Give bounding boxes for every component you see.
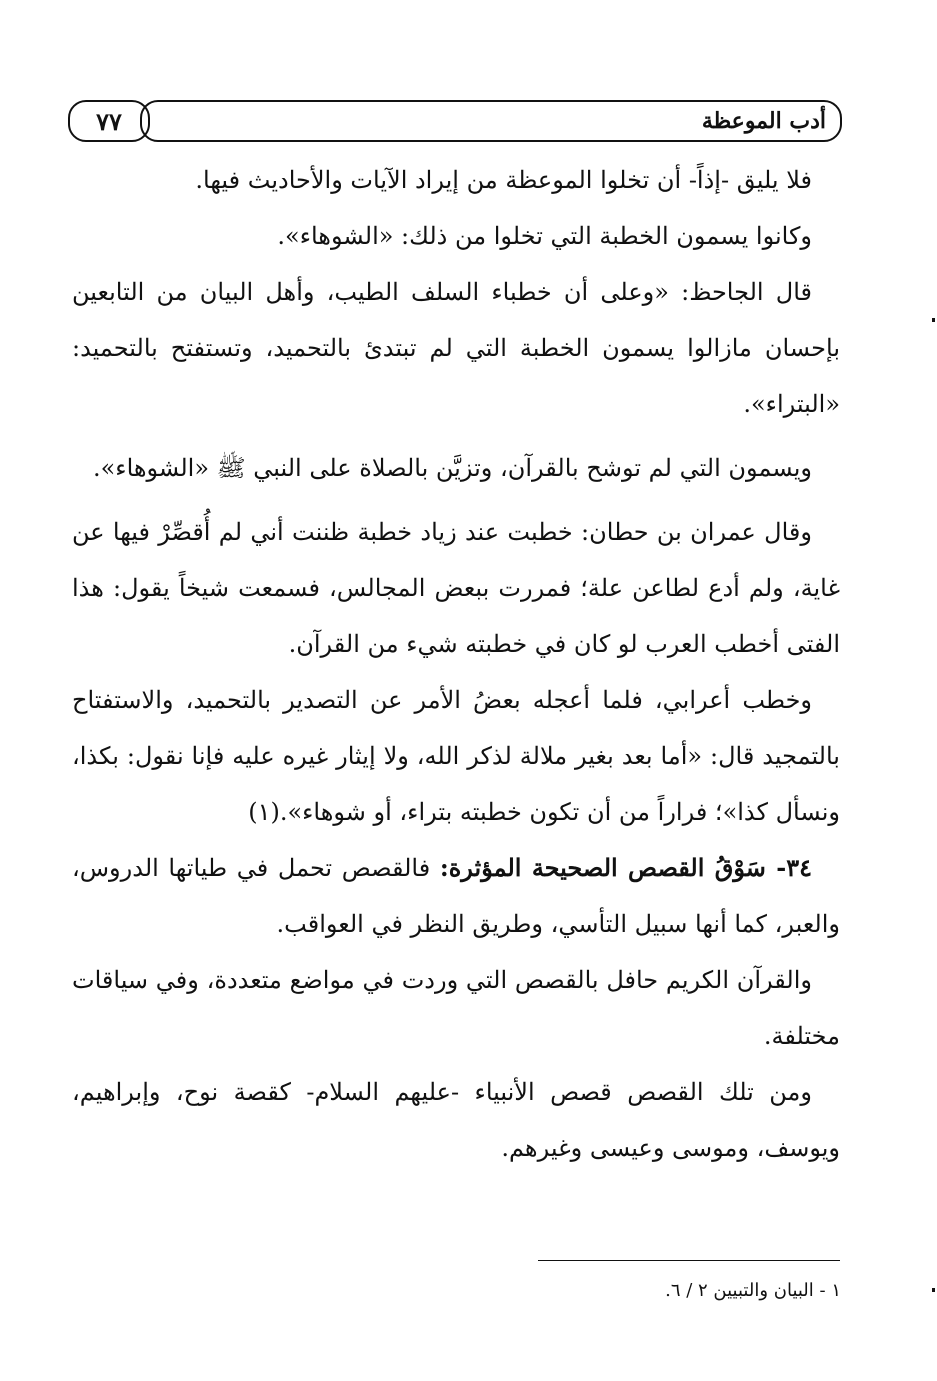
- paragraph: قال الجاحظ: «وعلى أن خطباء السلف الطيب، وأهل البيان من التابعين بإحسان مازالوا يسمون الخطبة التي لم تبتدئ بالتحميد، وتستفتح بالتحميد: «البتراء».: [72, 278, 840, 418]
- paragraph: وقال عمران بن حطان: خطبت عند زياد خطبة ظننت أني لم أُقصِّرْ فيها عن غاية، ولم أدع لطاعن علة؛ فمررت ببعض المجالس، فسمعت شيخاً يقول: هذا الفتى أخطب العرب لو كان في خطبته شيء من القرآن.: [72, 518, 840, 658]
- section-heading: ٣٤- سَوْقُ القصص الصحيحة المؤثرة:: [439, 853, 812, 882]
- page-body: [72, 152, 840, 1176]
- paragraph: والقرآن الكريم حافل بالقصص التي وردت في مواضع متعددة، وفي سياقات مختلفة.: [72, 966, 840, 1050]
- paragraph: ويسمون التي لم توشح بالقرآن، وتزيَّن بالصلاة على النبي ﷺ «الشوهاء».: [92, 454, 812, 482]
- running-title: [140, 100, 842, 142]
- section-text: فالقصص تحمل في طياتها الدروس، والعبر، كما أنها سبيل التأسي، وطريق النظر في العواقب.: [72, 854, 840, 938]
- running-title-text: أدب الموعظة: [701, 108, 826, 134]
- page-number: ٧٧: [68, 100, 150, 142]
- paragraph: وكانوا يسمون الخطبة التي تخلوا من ذلك: «الشوهاء».: [277, 222, 812, 250]
- footnote-separator: [538, 1260, 840, 1261]
- paragraph: وخطب أعرابي، فلما أعجله بعضُ الأمر عن التصدير بالتحميد، والاستفتاح بالتمجيد قال: «أما بعد بغير ملالة لذكر الله، ولا إيثار غيره عليه فإنا نقول: بكذا، ونسأل كذا»؛ فراراً من أن تكون خطبته بتراء، أو شوهاء».(١): [72, 686, 840, 826]
- page-header: [68, 98, 842, 148]
- paragraph: ومن تلك القصص قصص الأنبياء -عليهم السلام- كقصة نوح، وإبراهيم، ويوسف، وموسى وعيسى وغيرهم.: [72, 1078, 840, 1162]
- section-paragraph: [72, 840, 840, 952]
- scan-mark: [932, 318, 935, 322]
- paragraph: فلا يليق -إذاً- أن تخلوا الموعظة من إيراد الآيات والأحاديث فيها.: [195, 166, 812, 194]
- footnote: ١ - البيان والتبيين ٢ / ٦.: [665, 1280, 841, 1301]
- scan-mark: [932, 1288, 935, 1292]
